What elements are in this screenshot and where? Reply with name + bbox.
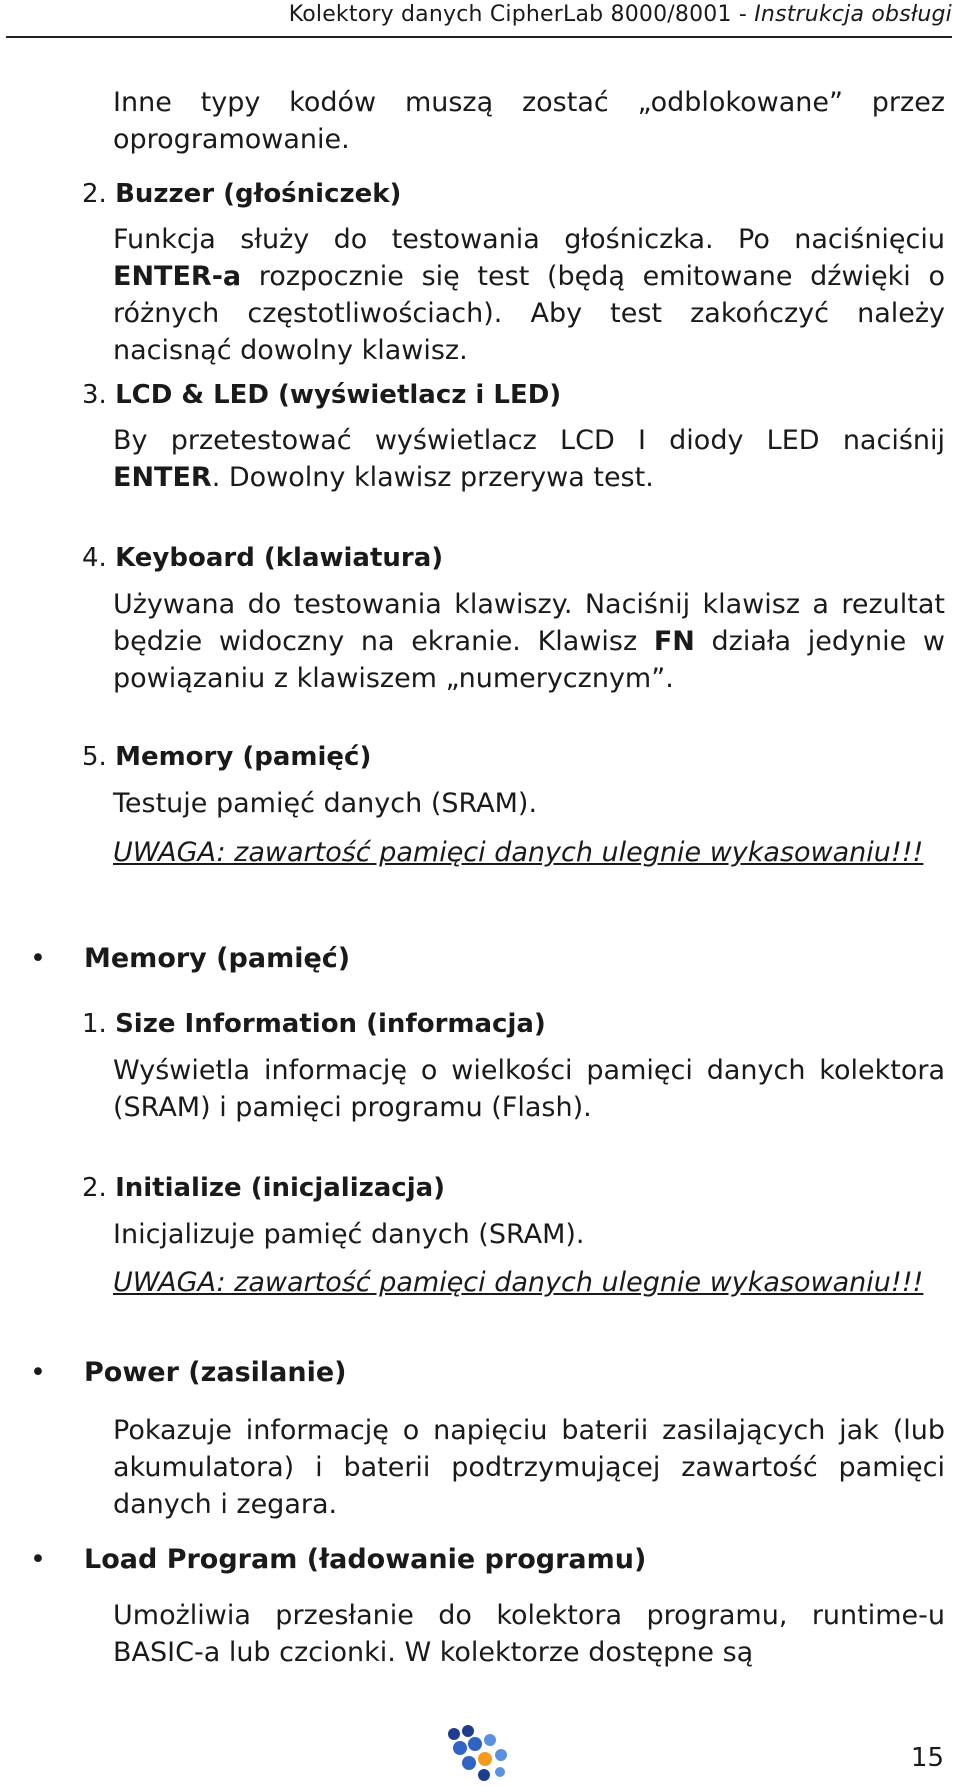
item-label: Initialize (inicjalizacja) [115,1173,446,1203]
section-load-program-heading [30,1541,646,1578]
item-number: 3. [82,380,107,410]
text-segment: rozpocznie się test (będą emitowane dźwięki o różnych częstotliwościach). Aby test zakończyć należy nacisnąć dowolny klawisz. [113,261,945,366]
item-label: Size Information (informacja) [115,1009,546,1039]
memory-test-warning: UWAGA: zawartość pamięci danych ulegnie wykasowaniu!!! [113,837,924,868]
bullet-icon: • [30,1544,46,1575]
item-memory-test-title [82,739,371,776]
item-size-info-title [82,1006,546,1043]
page-number: 15 [910,1743,944,1773]
intro-paragraph: Inne typy kodów muszą zostać „odblokowane” przez oprogramowanie. [113,87,945,155]
header-title: Kolektory danych CipherLab 8000/8001 - [288,2,755,27]
section-memory-heading [30,940,350,977]
section-title: Load Program (ładowanie programu) [84,1544,647,1575]
logo-dot [462,1725,474,1737]
load-program-text: Umożliwia przesłanie do kolektora programu, runtime-u BASIC-a lub czcionki. W kolektorze dostępne są [113,1600,945,1668]
logo-dot [478,1752,492,1766]
header-title-italic: Instrukcja obsługi [754,2,952,27]
power-text: Pokazuje informację o napięciu baterii zasilających jak (lub akumulatora) i baterii podtrzymującej zawartość pamięci danych i zegara. [113,1415,945,1520]
item-label: Buzzer (głośniczek) [115,179,402,209]
item-number: 2. [82,179,107,209]
item-keyboard-title [82,540,443,577]
item-initialize-text: Inicjalizuje pamięć danych (SRAM). [113,1219,585,1250]
text-segment: . Dowolny klawisz przerywa test. [211,462,654,493]
item-size-info-text: Wyświetla informację o wielkości pamięci danych kolektora (SRAM) i pamięci programu (Flash). [113,1055,945,1123]
item-label: Keyboard (klawiatura) [115,543,444,573]
text-segment: Używana do testowania klawiszy. Naciśnij klawisz a rezultat będzie widoczny na ekranie. Klawisz [113,589,945,657]
logo-dot [462,1756,476,1770]
item-initialize-title [82,1170,445,1207]
text-segment: By przetestować wyświetlacz LCD I diody LED naciśnij [113,425,945,456]
item-number: 5. [82,742,107,772]
cipherlab-logo-icon [444,1722,516,1784]
item-keyboard-text [113,586,945,697]
text-segment: Funkcja służy do testowania głośniczka. Po naciśnięciu [113,224,945,255]
logo-dot [468,1737,482,1751]
section-title: Power (zasilanie) [84,1357,347,1388]
item-number: 2. [82,1173,107,1203]
logo-dot [495,1767,505,1777]
logo-dot [453,1741,467,1755]
section-title: Memory (pamięć) [84,943,351,974]
initialize-warning: UWAGA: zawartość pamięci danych ulegnie wykasowaniu!!! [113,1267,924,1298]
item-lcd-text [113,422,945,496]
page-header [6,0,952,38]
logo-dot [495,1749,507,1761]
text-segment: działa jedynie w powiązaniu z klawiszem „numerycznym”. [113,626,945,694]
key-name: ENTER [113,462,212,493]
key-name: ENTER-a [113,261,242,292]
section-power-heading [30,1354,347,1391]
item-lcd-title [82,377,561,414]
item-number: 4. [82,543,107,573]
item-number: 1. [82,1009,107,1039]
item-label: Memory (pamięć) [115,742,372,772]
bullet-icon: • [30,943,46,974]
bullet-icon: • [30,1357,46,1388]
item-memory-test-text: Testuje pamięć danych (SRAM). [113,788,538,819]
logo-dot [484,1734,496,1746]
item-buzzer-title [82,176,401,213]
logo-dot [448,1728,460,1740]
key-name: FN [653,626,695,657]
item-label: LCD & LED (wyświetlacz i LED) [115,380,562,410]
item-buzzer-text [113,221,945,369]
logo-dot [478,1769,490,1781]
